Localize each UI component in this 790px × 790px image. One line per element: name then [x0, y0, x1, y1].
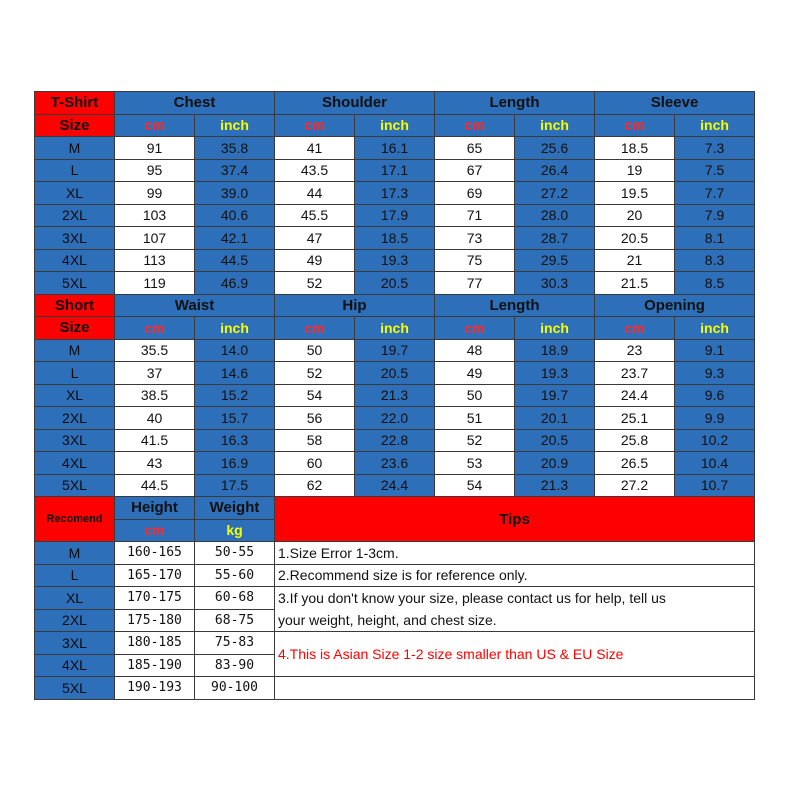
value-cell: 49 [275, 249, 355, 272]
value-cell: 62 [275, 474, 355, 497]
value-cell: 17.1 [355, 159, 435, 182]
value-cell: 10.2 [675, 429, 755, 452]
tip-3-line-2: your weight, height, and chest size. [275, 609, 755, 632]
weight-header: Weight [195, 497, 275, 520]
tshirt-group-shoulder: Shoulder [275, 92, 435, 115]
value-cell: 19.7 [515, 384, 595, 407]
value-cell: 23.6 [355, 452, 435, 475]
value-cell: 22.0 [355, 407, 435, 430]
table-row [35, 272, 755, 295]
weight-range: 68-75 [195, 609, 275, 632]
value-cell: 20.5 [595, 227, 675, 250]
tshirt-unit-cm: cm [435, 114, 515, 137]
table-row [35, 542, 755, 565]
value-cell: 17.3 [355, 182, 435, 205]
height-range: 190-193 [115, 677, 195, 700]
value-cell: 99 [115, 182, 195, 205]
tip-3-line-1: 3.If you don't know your size, please contact us for help, tell us [275, 587, 755, 610]
value-cell: 54 [435, 474, 515, 497]
value-cell: 71 [435, 204, 515, 227]
value-cell: 35.5 [115, 339, 195, 362]
value-cell: 56 [275, 407, 355, 430]
value-cell: 52 [435, 429, 515, 452]
tshirt-unit-cm: cm [595, 114, 675, 137]
height-range: 180-185 [115, 632, 195, 655]
short-group-header-row [35, 294, 755, 317]
height-range: 160-165 [115, 542, 195, 565]
short-size-sublabel: Size [35, 317, 115, 340]
value-cell: 20.5 [515, 429, 595, 452]
value-cell: 16.9 [195, 452, 275, 475]
weight-range: 55-60 [195, 564, 275, 587]
value-cell: 41.5 [115, 429, 195, 452]
table-row [35, 632, 755, 655]
value-cell: 95 [115, 159, 195, 182]
value-cell: 21.3 [355, 384, 435, 407]
table-row [35, 429, 755, 452]
value-cell: 8.3 [675, 249, 755, 272]
short-size-label: Short [35, 294, 115, 317]
tip-2: 2.Recommend size is for reference only. [275, 564, 755, 587]
size-cell: 5XL [35, 474, 115, 497]
value-cell: 18.5 [595, 137, 675, 160]
size-cell: M [35, 137, 115, 160]
recommend-header-row [35, 497, 755, 520]
value-cell: 40 [115, 407, 195, 430]
table-row [35, 474, 755, 497]
short-unit-row [35, 317, 755, 340]
height-unit: cm [115, 519, 195, 542]
size-chart-body [35, 92, 755, 700]
table-row [35, 452, 755, 475]
value-cell: 39.0 [195, 182, 275, 205]
value-cell: 20.5 [355, 362, 435, 385]
value-cell: 45.5 [275, 204, 355, 227]
table-row [35, 339, 755, 362]
short-unit-cm: cm [275, 317, 355, 340]
value-cell: 23.7 [595, 362, 675, 385]
size-cell: 4XL [35, 654, 115, 677]
table-row [35, 249, 755, 272]
short-group-length: Length [435, 294, 595, 317]
short-unit-cm: cm [435, 317, 515, 340]
size-cell: 5XL [35, 677, 115, 700]
value-cell: 75 [435, 249, 515, 272]
value-cell: 20 [595, 204, 675, 227]
size-cell: M [35, 339, 115, 362]
table-row [35, 407, 755, 430]
value-cell: 51 [435, 407, 515, 430]
short-group-hip: Hip [275, 294, 435, 317]
value-cell: 58 [275, 429, 355, 452]
table-row [35, 677, 755, 700]
value-cell: 24.4 [595, 384, 675, 407]
value-cell: 25.8 [595, 429, 675, 452]
tshirt-group-chest: Chest [115, 92, 275, 115]
value-cell: 15.7 [195, 407, 275, 430]
value-cell: 25.6 [515, 137, 595, 160]
value-cell: 28.7 [515, 227, 595, 250]
value-cell: 113 [115, 249, 195, 272]
value-cell: 29.5 [515, 249, 595, 272]
value-cell: 7.7 [675, 182, 755, 205]
value-cell: 44.5 [115, 474, 195, 497]
value-cell: 23 [595, 339, 675, 362]
value-cell: 91 [115, 137, 195, 160]
value-cell: 14.6 [195, 362, 275, 385]
value-cell: 18.5 [355, 227, 435, 250]
weight-range: 83-90 [195, 654, 275, 677]
value-cell: 46.9 [195, 272, 275, 295]
tshirt-group-header-row [35, 92, 755, 115]
value-cell: 119 [115, 272, 195, 295]
recommend-label: Recomend [35, 497, 115, 542]
value-cell: 19 [595, 159, 675, 182]
tshirt-unit-cm: cm [275, 114, 355, 137]
value-cell: 43 [115, 452, 195, 475]
value-cell: 10.7 [675, 474, 755, 497]
tshirt-group-sleeve: Sleeve [595, 92, 755, 115]
height-range: 175-180 [115, 609, 195, 632]
size-cell: 3XL [35, 227, 115, 250]
value-cell: 20.9 [515, 452, 595, 475]
value-cell: 50 [435, 384, 515, 407]
value-cell: 27.2 [515, 182, 595, 205]
table-row [35, 384, 755, 407]
short-group-opening: Opening [595, 294, 755, 317]
value-cell: 14.0 [195, 339, 275, 362]
value-cell: 10.4 [675, 452, 755, 475]
tip-4: 4.This is Asian Size 1-2 size smaller than US & EU Size [275, 632, 755, 677]
value-cell: 19.3 [355, 249, 435, 272]
size-cell: 2XL [35, 204, 115, 227]
size-cell: 2XL [35, 609, 115, 632]
value-cell: 20.5 [355, 272, 435, 295]
value-cell: 7.9 [675, 204, 755, 227]
value-cell: 25.1 [595, 407, 675, 430]
size-cell: 5XL [35, 272, 115, 295]
value-cell: 22.8 [355, 429, 435, 452]
value-cell: 28.0 [515, 204, 595, 227]
value-cell: 65 [435, 137, 515, 160]
tip-1: 1.Size Error 1-3cm. [275, 542, 755, 565]
value-cell: 7.5 [675, 159, 755, 182]
height-header: Height [115, 497, 195, 520]
value-cell: 7.3 [675, 137, 755, 160]
value-cell: 53 [435, 452, 515, 475]
size-cell: XL [35, 587, 115, 610]
value-cell: 21 [595, 249, 675, 272]
short-unit-inch: inch [675, 317, 755, 340]
short-unit-cm: cm [595, 317, 675, 340]
size-chart [34, 91, 754, 700]
value-cell: 43.5 [275, 159, 355, 182]
value-cell: 19.7 [355, 339, 435, 362]
weight-unit: kg [195, 519, 275, 542]
value-cell: 37 [115, 362, 195, 385]
table-row [35, 227, 755, 250]
short-unit-inch: inch [515, 317, 595, 340]
table-row [35, 159, 755, 182]
tshirt-group-length: Length [435, 92, 595, 115]
value-cell: 41 [275, 137, 355, 160]
value-cell: 9.3 [675, 362, 755, 385]
value-cell: 21.5 [595, 272, 675, 295]
size-cell: 4XL [35, 452, 115, 475]
value-cell: 77 [435, 272, 515, 295]
value-cell: 52 [275, 272, 355, 295]
short-unit-inch: inch [355, 317, 435, 340]
value-cell: 16.1 [355, 137, 435, 160]
value-cell: 107 [115, 227, 195, 250]
short-unit-inch: inch [195, 317, 275, 340]
tshirt-unit-inch: inch [675, 114, 755, 137]
size-cell: 2XL [35, 407, 115, 430]
size-cell: 3XL [35, 429, 115, 452]
tips-title: Tips [275, 497, 755, 542]
value-cell: 27.2 [595, 474, 675, 497]
tshirt-size-label: T-Shirt [35, 92, 115, 115]
table-row [35, 587, 755, 610]
value-cell: 47 [275, 227, 355, 250]
size-cell: 4XL [35, 249, 115, 272]
value-cell: 24.4 [355, 474, 435, 497]
value-cell: 40.6 [195, 204, 275, 227]
table-row [35, 609, 755, 632]
value-cell: 16.3 [195, 429, 275, 452]
value-cell: 15.2 [195, 384, 275, 407]
value-cell: 17.9 [355, 204, 435, 227]
table-row [35, 137, 755, 160]
value-cell: 35.8 [195, 137, 275, 160]
value-cell: 37.4 [195, 159, 275, 182]
table-row [35, 564, 755, 587]
value-cell: 67 [435, 159, 515, 182]
value-cell: 17.5 [195, 474, 275, 497]
size-cell: XL [35, 182, 115, 205]
value-cell: 19.3 [515, 362, 595, 385]
value-cell: 52 [275, 362, 355, 385]
value-cell: 38.5 [115, 384, 195, 407]
table-row [35, 362, 755, 385]
table-row [35, 182, 755, 205]
value-cell: 19.5 [595, 182, 675, 205]
tips-blank [275, 677, 755, 700]
value-cell: 8.5 [675, 272, 755, 295]
value-cell: 103 [115, 204, 195, 227]
value-cell: 9.6 [675, 384, 755, 407]
value-cell: 30.3 [515, 272, 595, 295]
value-cell: 48 [435, 339, 515, 362]
tshirt-unit-inch: inch [355, 114, 435, 137]
value-cell: 44.5 [195, 249, 275, 272]
value-cell: 26.5 [595, 452, 675, 475]
value-cell: 50 [275, 339, 355, 362]
value-cell: 54 [275, 384, 355, 407]
value-cell: 8.1 [675, 227, 755, 250]
height-range: 170-175 [115, 587, 195, 610]
value-cell: 26.4 [515, 159, 595, 182]
size-cell: XL [35, 384, 115, 407]
table-row [35, 204, 755, 227]
value-cell: 20.1 [515, 407, 595, 430]
tshirt-unit-inch: inch [515, 114, 595, 137]
value-cell: 49 [435, 362, 515, 385]
tshirt-size-sublabel: Size [35, 114, 115, 137]
value-cell: 18.9 [515, 339, 595, 362]
height-range: 165-170 [115, 564, 195, 587]
size-chart-table [34, 91, 755, 700]
short-unit-cm: cm [115, 317, 195, 340]
size-cell: M [35, 542, 115, 565]
short-group-waist: Waist [115, 294, 275, 317]
value-cell: 9.9 [675, 407, 755, 430]
weight-range: 60-68 [195, 587, 275, 610]
value-cell: 73 [435, 227, 515, 250]
value-cell: 60 [275, 452, 355, 475]
tshirt-unit-inch: inch [195, 114, 275, 137]
size-cell: L [35, 564, 115, 587]
value-cell: 9.1 [675, 339, 755, 362]
value-cell: 44 [275, 182, 355, 205]
size-cell: 3XL [35, 632, 115, 655]
weight-range: 75-83 [195, 632, 275, 655]
value-cell: 21.3 [515, 474, 595, 497]
weight-range: 50-55 [195, 542, 275, 565]
height-range: 185-190 [115, 654, 195, 677]
size-cell: L [35, 362, 115, 385]
value-cell: 69 [435, 182, 515, 205]
tshirt-unit-cm: cm [115, 114, 195, 137]
weight-range: 90-100 [195, 677, 275, 700]
size-cell: L [35, 159, 115, 182]
tshirt-unit-row [35, 114, 755, 137]
value-cell: 42.1 [195, 227, 275, 250]
